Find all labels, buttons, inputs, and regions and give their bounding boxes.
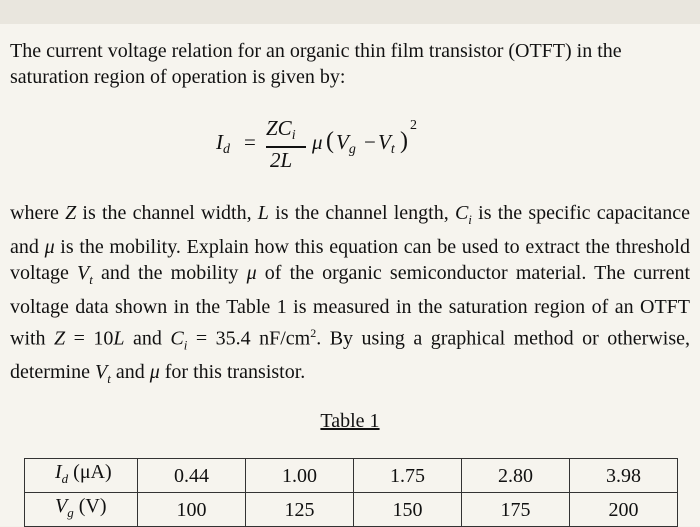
current-equation xyxy=(216,112,476,176)
problem-body: where Z is the channel width, L is the channel length, $C_i$ is the specific capacitance and μ is the mobility. Explain how this equation can be used to extract the threshold voltage $V_t$ and the mobility μ of the organic semiconductor material. The current voltage data shown in the Table 1 is measured in the saturation region of an OTFT with Z = 10L and $C_i = 35.4$ $nF/cm^2$. By using a graphical method or otherwise, determine $V_t$ and μ for this transistor. xyxy=(10,202,691,387)
top-strip xyxy=(0,0,700,24)
table-cell: 125 xyxy=(246,493,354,527)
table-cell: 2.80 xyxy=(462,459,570,493)
row-label-voltage: $V_g$ (V) xyxy=(25,493,138,527)
row-label-current: $I_d$ (μA) xyxy=(25,459,138,493)
table-cell: 3.98 xyxy=(570,459,678,493)
eq-numerator: ZCi xyxy=(266,116,296,143)
eq-mu: μ xyxy=(312,130,323,154)
table-row-current xyxy=(25,459,678,493)
table-cell: 1.75 xyxy=(354,459,462,493)
eq-vt: Vt xyxy=(378,130,395,157)
eq-paren-close: ) xyxy=(400,128,408,154)
eq-denominator: 2L xyxy=(270,148,293,172)
eq-paren-open: ( xyxy=(326,128,334,154)
table-caption: Table 1 xyxy=(320,410,380,432)
eq-exponent: 2 xyxy=(410,118,417,133)
data-table xyxy=(24,458,678,527)
table-cell: 1.00 xyxy=(246,459,354,493)
eq-equals: = xyxy=(244,130,256,154)
table-cell: 175 xyxy=(462,493,570,527)
table-cell: 150 xyxy=(354,493,462,527)
table-cell: 200 xyxy=(570,493,678,527)
table-row-voltage xyxy=(25,493,678,527)
eq-lhs: Id xyxy=(216,130,230,157)
eq-vg: Vg xyxy=(336,130,356,157)
table-cell: 0.44 xyxy=(138,459,246,493)
eq-minus: − xyxy=(364,130,376,154)
table-cell: 100 xyxy=(138,493,246,527)
problem-intro: The current voltage relation for an organic thin film transistor (OTFT) in the saturation region of operation is given by: xyxy=(10,40,622,88)
